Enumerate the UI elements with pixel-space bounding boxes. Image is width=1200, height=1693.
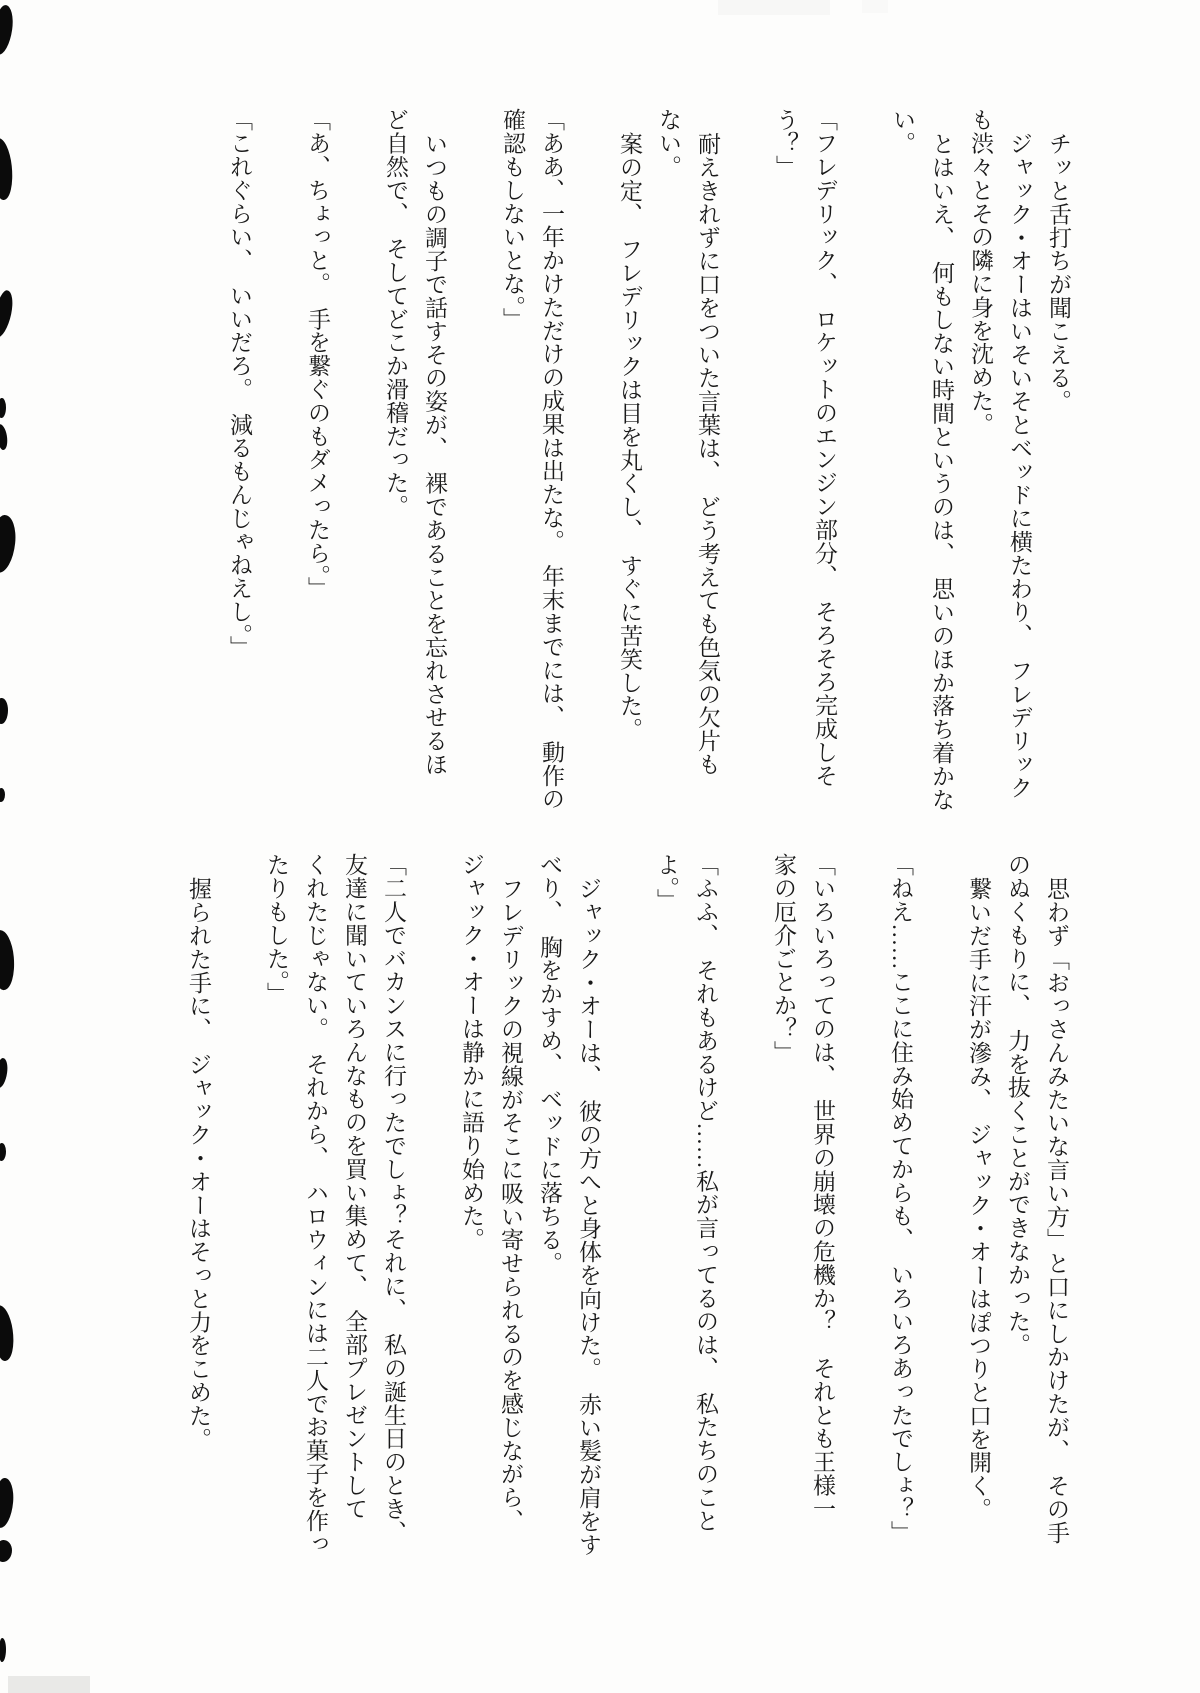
text-column: ジャック・オーは、 彼の方へと身体を向けた。 赤い髪が肩をす — [576, 877, 601, 1556]
binding-mark — [0, 1638, 6, 1662]
text-column: 「あ、ちょっと。 手を繋ぐのもダメったら。」 — [305, 108, 330, 600]
text-column: チッと舌打ちが聞こえる。 — [1046, 132, 1071, 413]
text-column: 確認もしないとな。」 — [500, 108, 525, 331]
binding-mark — [0, 698, 8, 724]
text-column: 「ああ、一年かけただけの成果は出たな。 年末までには、 動作の — [539, 108, 564, 811]
text-column: べり、 胸をかすめ、 ベッドに落ちる。 — [537, 853, 562, 1275]
text-column: 思わず「おっさんみたいな言い方」と口にしかけたが、 その手 — [1044, 877, 1069, 1545]
text-column: 「いろいろってのは、 世界の崩壊の危機か？ それとも王様一 — [810, 853, 835, 1521]
text-column: のぬくもりに、 力を抜くことができなかった。 — [1005, 853, 1030, 1357]
text-column: 案の定、 フレデリックは目を丸くし、 すぐに苦笑した。 — [617, 132, 642, 741]
text-column: くれたじゃない。 それから、 ハロウィンには二人でお菓子を作っ — [303, 853, 328, 1556]
text-column: ない。 — [656, 108, 681, 179]
text-column: 「ふふ、 それもあるけど……私が言ってるのは、 私たちのこと — [693, 853, 718, 1532]
binding-mark — [0, 398, 6, 418]
text-column: 「二人でバカンスに行ったでしょ？それに、 私の誕生日のとき、 — [381, 853, 406, 1544]
binding-mark — [0, 1477, 15, 1528]
text-column: 「これぐらい、 いいだろ。 減るもんじゃねえし。」 — [227, 108, 252, 659]
text-column: 友達に聞いていろんなものを買い集めて、 全部プレゼントして — [342, 853, 367, 1521]
text-column: う？」 — [773, 108, 798, 179]
text-column: い。 — [890, 108, 915, 155]
binding-mark — [0, 929, 17, 991]
lower-text-block — [176, 853, 1076, 1621]
text-column: たりもした。」 — [264, 853, 289, 1006]
scanner-smudge — [718, 0, 830, 15]
text-column: 耐えきれずに口をついた言葉は、 どう考えても色気の欠片も — [695, 132, 720, 776]
binding-mark — [0, 289, 16, 339]
upper-text-block — [218, 108, 1078, 853]
text-column: ジャック・オーは静かに語り始めた。 — [459, 853, 484, 1251]
text-column: いつもの調子で話すその姿が、 裸であることを忘れさせるほ — [422, 132, 447, 776]
text-column: 繋いだ手に汗が滲み、 ジャック・オーはぽつりと口を開く。 — [966, 877, 991, 1521]
text-column: ど自然で、 そしてどこか滑稽だった。 — [383, 108, 408, 518]
binding-mark — [0, 788, 5, 802]
binding-mark — [0, 1304, 17, 1362]
binding-mark — [0, 423, 9, 450]
text-column: よ。」 — [654, 853, 679, 912]
text-column: 「フレデリック、 ロケットのエンジン部分、 そろそろ完成しそ — [812, 108, 837, 787]
binding-mark — [0, 1540, 12, 1562]
scanner-smudge — [862, 0, 888, 13]
text-column: も渋々とその隣に身を沈めた。 — [968, 108, 993, 436]
text-column: 握られた手に、 ジャック・オーはそっと力をこめた。 — [186, 877, 211, 1451]
binding-mark — [0, 1057, 9, 1088]
text-column: 「ねえ……ここに住み始めてからも、 いろいろあったでしょ？」 — [888, 853, 913, 1544]
text-column: ジャック・オーはいそいそとベッドに横たわり、 フレデリック — [1007, 132, 1032, 800]
text-column: 家の厄介ごとか？」 — [771, 853, 796, 1064]
binding-mark — [0, 137, 15, 201]
binding-mark — [0, 4, 15, 56]
text-column: フレデリックの視線がそこに吸い寄せられるのを感じながら、 — [498, 877, 523, 1533]
binding-mark — [0, 1143, 6, 1161]
scanner-smudge — [8, 1676, 90, 1693]
text-column: とはいえ、 何もしない時間というのは、 思いのほか落ち着かな — [929, 132, 954, 811]
binding-mark — [0, 514, 18, 574]
